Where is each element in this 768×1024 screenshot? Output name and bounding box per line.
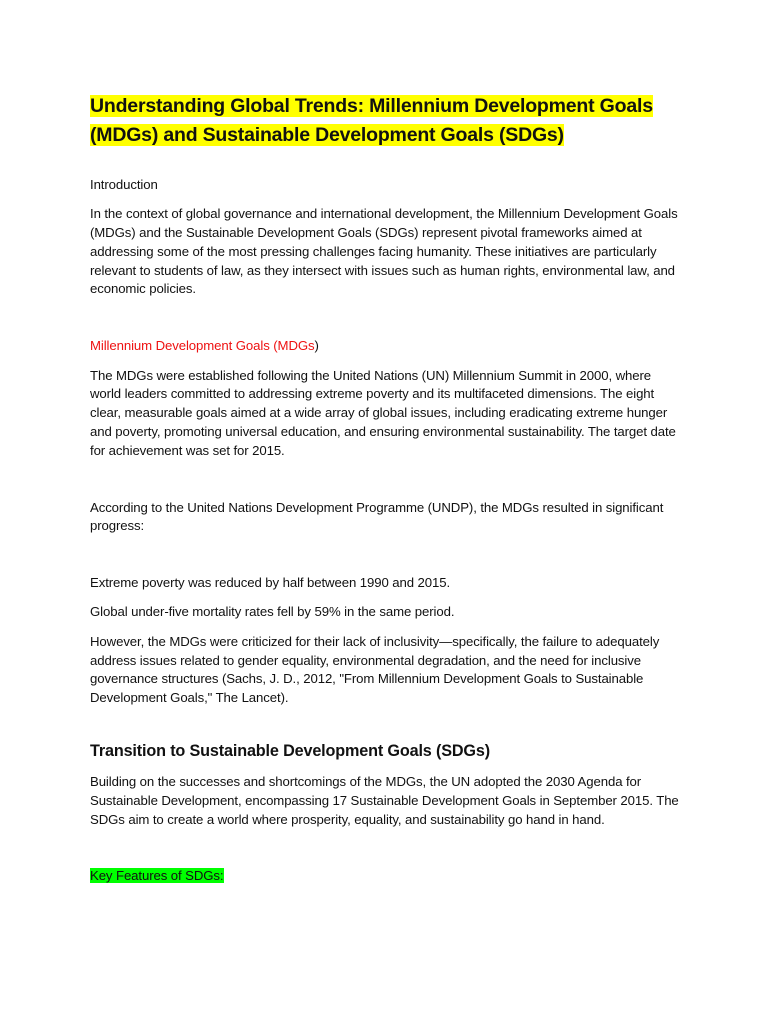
document-page	[90, 92, 680, 897]
intro-paragraph: In the context of global governance and international development, the Millennium Development Goals (MDGs) and the Sustainable Development Goals (SDGs) represent pivotal frameworks aimed at addressing some of the most pressing challenges facing humanity. These initiatives are particularly relevant to students of law, as they intersect with issues such as human rights, environmental law, and economic policies.	[90, 206, 678, 297]
criticism-paragraph: However, the MDGs were criticized for their lack of inclusivity—specifically, the failure to adequately address issues related to gender equality, environmental degradation, and the need for inclusive governance structures (Sachs, J. D., 2012, "From Millennium Development Goals to Sustainable Development Goals," The Lancet).	[90, 633, 660, 706]
document-title-text: Understanding Global Trends: Millennium Development Goals (MDGs) and Sustainable Development Goals (SDGs)	[90, 95, 653, 146]
key-features-label-text: Key Features of SDGs:	[90, 868, 224, 884]
intro-label: Introduction	[90, 177, 158, 192]
progress-mortality: Global under-five mortality rates fell by 59% in the same period.	[90, 604, 455, 620]
progress-poverty: Extreme poverty was reduced by half between 1990 and 2015.	[90, 575, 451, 591]
mdg-heading-text: Millennium Development Goals (MDGs	[90, 338, 315, 354]
transition-paragraph: Building on the successes and shortcomings of the MDGs, the UN adopted the 2030 Agenda for Sustainable Development, encompassing 17 Sustainable Development Goals in September 2015. The SDGs aim to create a world where prosperity, equality, and sustainability go hand in hand.	[90, 773, 679, 827]
undp-paragraph: According to the United Nations Development Programme (UNDP), the MDGs resulted in significant progress:	[90, 499, 664, 534]
key-features-label	[90, 867, 680, 886]
transition-heading: Transition to Sustainable Development Goals (SDGs)	[90, 741, 490, 760]
mdg-heading-paren: )	[314, 338, 319, 354]
mdg-heading	[90, 337, 680, 356]
document-title	[90, 92, 680, 150]
mdg-paragraph: The MDGs were established following the United Nations (UN) Millennium Summit in 2000, where world leaders committed to addressing extreme poverty and its multifaceted dimensions. The eight clear, measurable goals aimed at a wide array of global issues, including eradicating extreme hunger and poverty, promoting universal education, and ensuring environmental sustainability. The target date for achievement was set for 2015.	[90, 367, 676, 458]
